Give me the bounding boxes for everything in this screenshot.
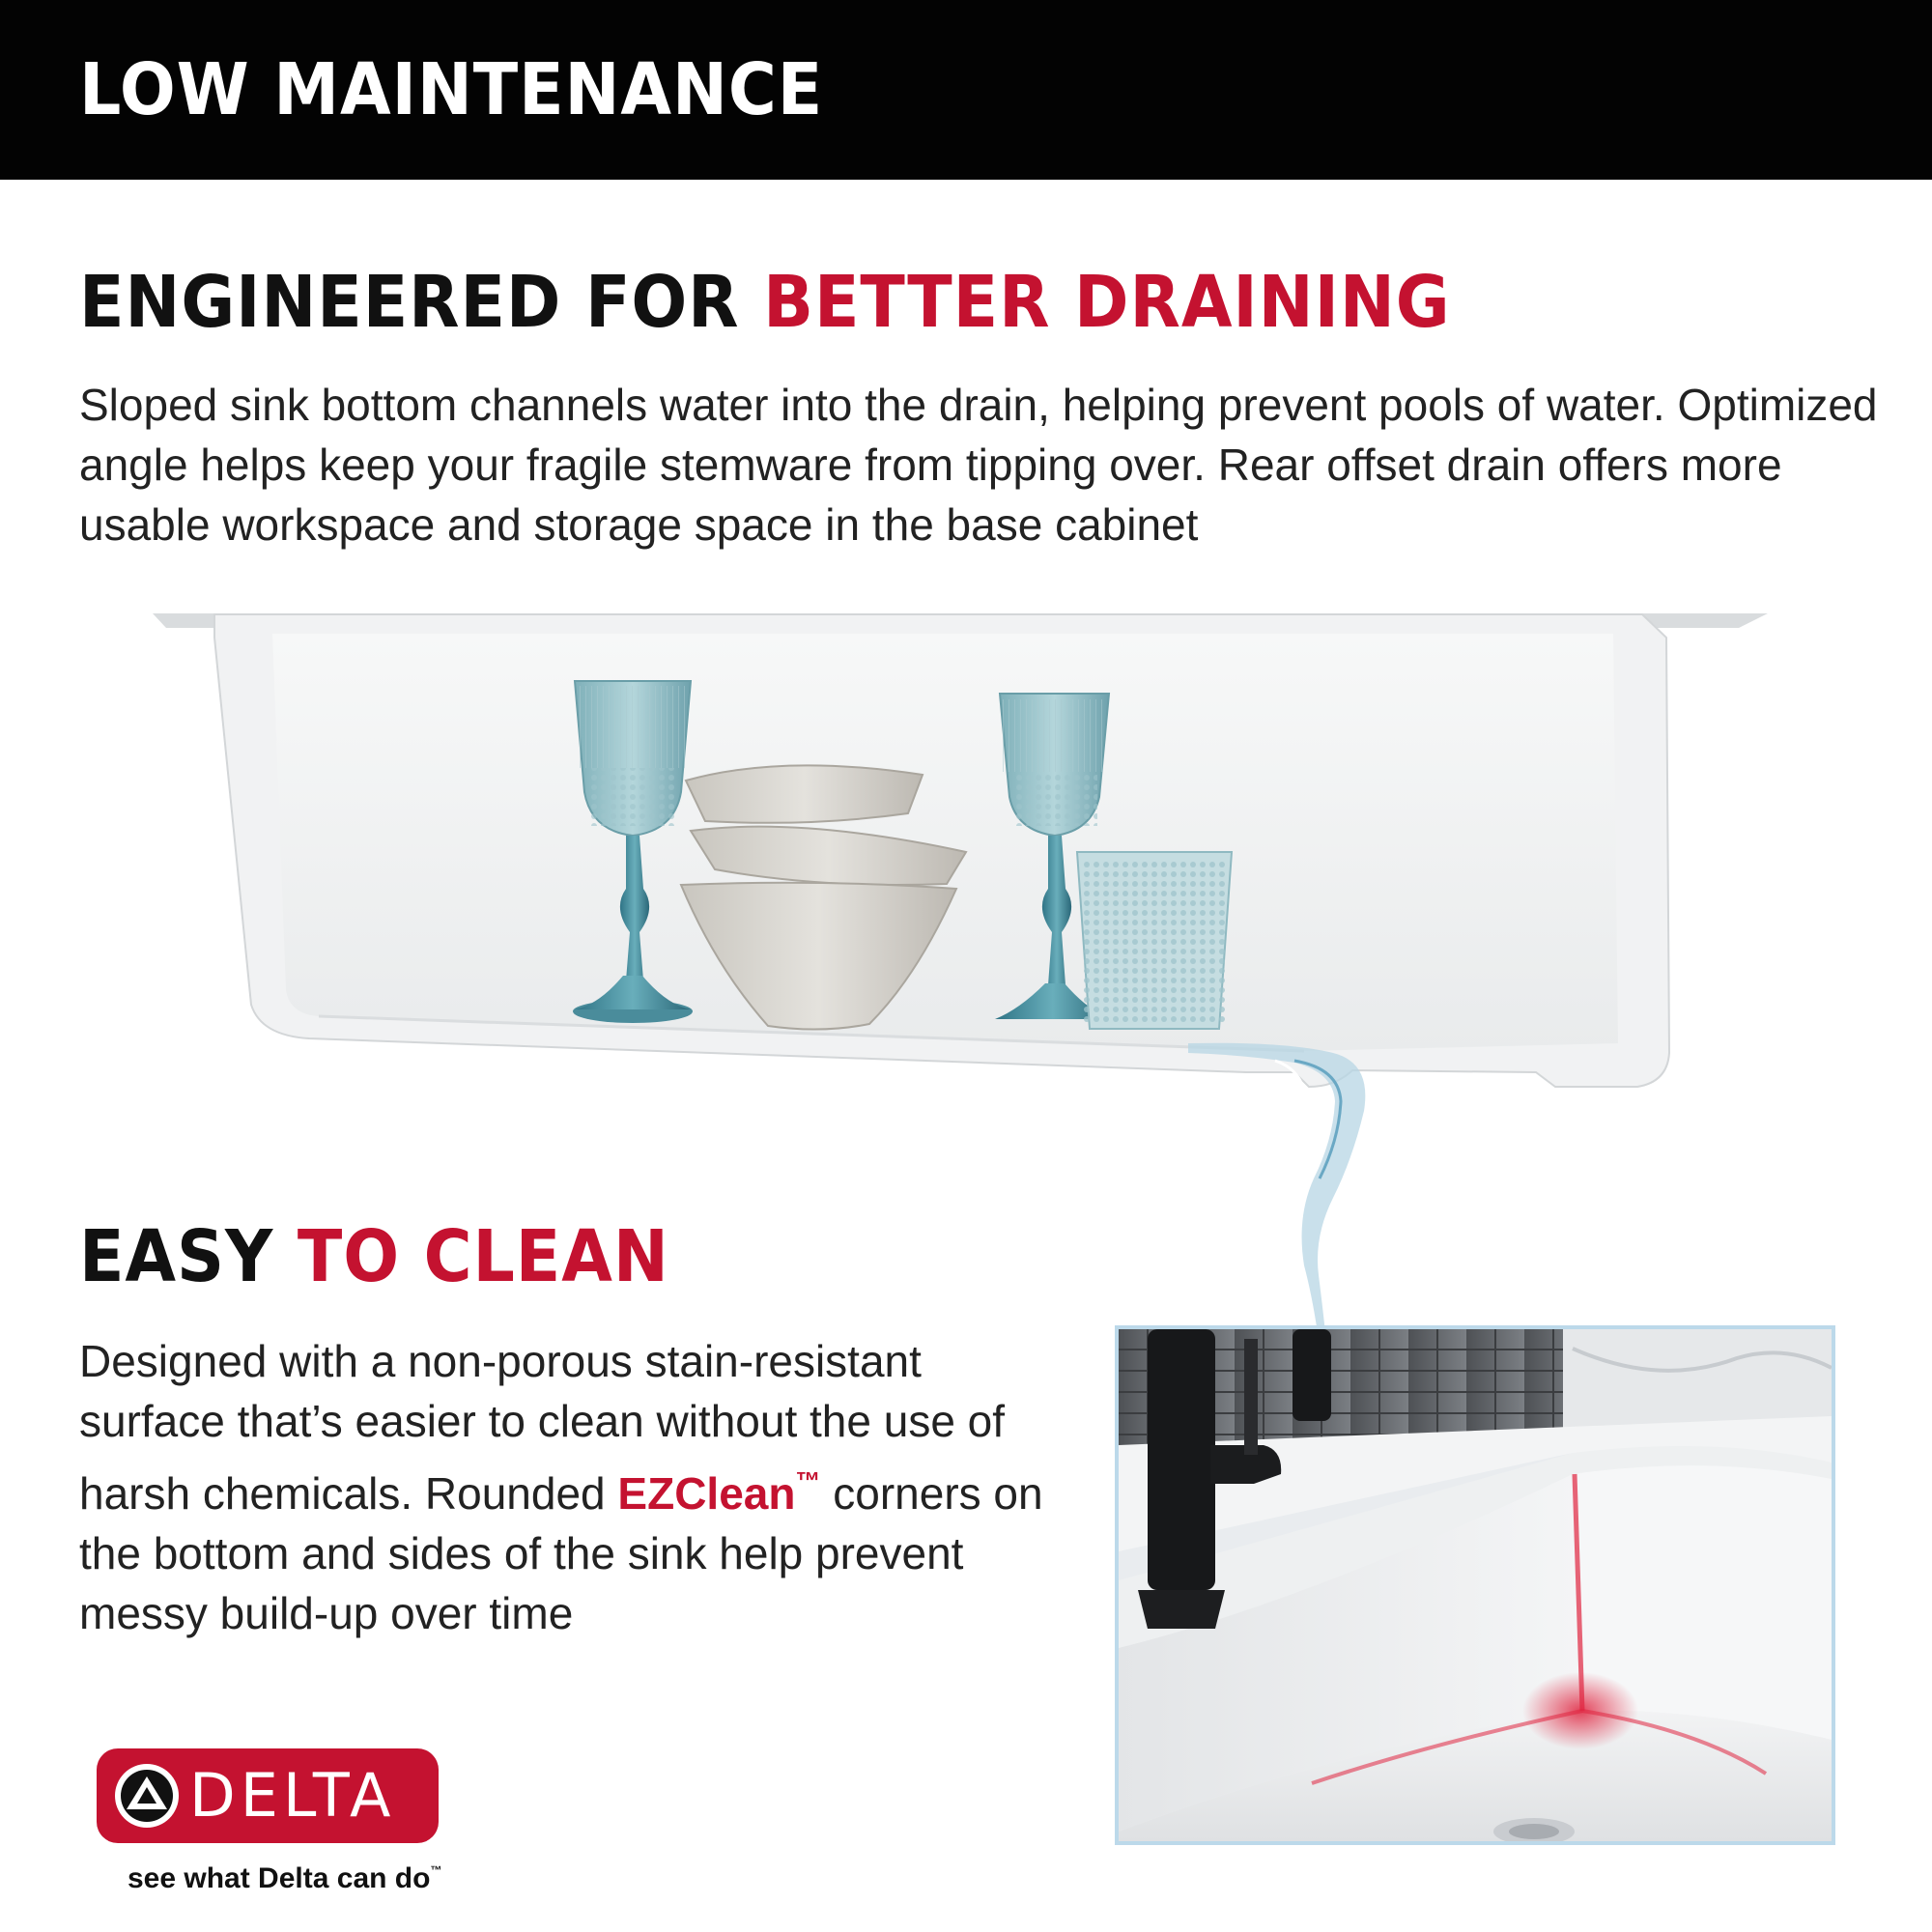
draining-description: Sloped sink bottom channels water into the drain, helping prevent pools of water. Optimized angle helps keep your fragile stemware from tipping over. Rear offset drain offers more usable workspace and storage space in the base cabinet <box>79 380 1878 550</box>
sink-corner-photo <box>1115 1325 1835 1845</box>
brand-tagline-text: see what Delta can do <box>128 1862 431 1894</box>
top-banner <box>0 0 1932 180</box>
clean-description <box>79 1331 1045 1643</box>
brand-tagline-mark: ™ <box>430 1863 442 1877</box>
delta-logo-text: DELTA <box>189 1760 396 1831</box>
banner-title: LOW MAINTENANCE <box>79 48 824 131</box>
clean-heading-black: EASY <box>79 1215 298 1298</box>
clean-heading <box>79 1213 669 1300</box>
clean-heading-red: TO CLEAN <box>297 1215 669 1298</box>
clean-description-end: corners on the bottom and sides of the sink help prevent messy build-up over time <box>79 1468 1043 1638</box>
draining-heading-red: BETTER DRAINING <box>763 261 1451 344</box>
clean-description-start: Designed with a non-porous stain-resistant surface that’s easier to clean without the use of harsh chemicals. Rounded <box>79 1336 1006 1519</box>
draining-heading <box>79 259 1451 346</box>
ezclean-trademark: ™ <box>795 1466 821 1495</box>
sink-corner-illustration <box>1119 1329 1832 1841</box>
brand-tagline <box>128 1851 441 1898</box>
ezclean-highlight: EZClean <box>617 1468 796 1519</box>
draining-heading-black: ENGINEERED FOR <box>79 261 764 344</box>
